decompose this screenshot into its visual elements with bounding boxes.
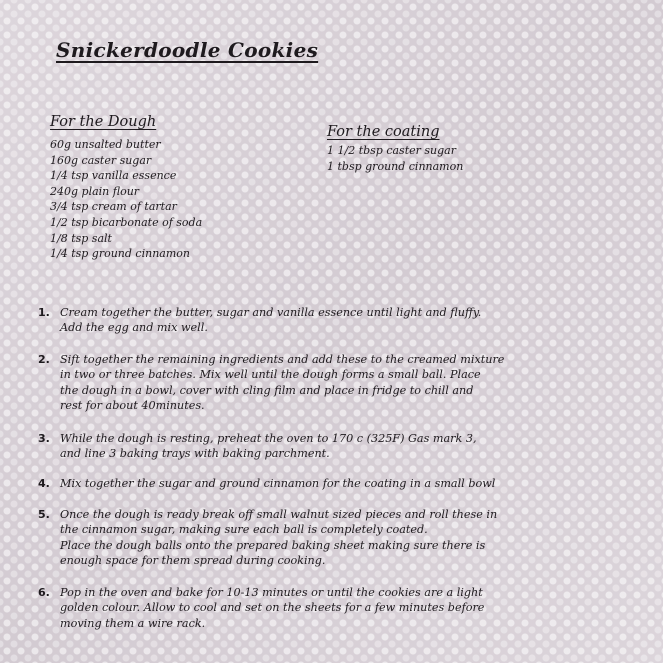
recipe-title: Snickerdoodle Cookies xyxy=(56,38,319,62)
method-step xyxy=(38,585,628,631)
step-text: While the dough is resting, preheat the oven to 170 c (325F) Gas mark 3, and line 3 baking trays with baking parchment. xyxy=(60,432,477,461)
method-step xyxy=(38,305,628,336)
ingredient-item: 1/4 tsp ground cinnamon xyxy=(50,247,190,261)
dough-ingredient-list xyxy=(50,137,202,262)
ingredient-item: 1 1/2 tbsp caster sugar xyxy=(327,144,456,157)
method-step xyxy=(38,476,628,491)
step-number: 4. xyxy=(38,477,50,490)
ingredient-item: 1/8 tsp salt xyxy=(50,231,112,245)
step-number: 6. xyxy=(38,586,50,599)
method-step xyxy=(38,507,628,569)
step-text: Once the dough is ready break off small walnut sized pieces and roll these in the cinnamon sugar, making sure each ball is completely coated. Place the dough balls onto the prepared baking sheet making sure there is enough space for them spread during cooking. xyxy=(60,508,498,568)
ingredient-item: 1/4 tsp vanilla essence xyxy=(50,169,177,183)
coating-heading: For the coating xyxy=(327,124,440,140)
step-number: 5. xyxy=(38,508,50,521)
coating-ingredient-list xyxy=(327,143,463,174)
step-text: Cream together the butter, sugar and vanilla essence until light and fluffy. Add the egg and mix well. xyxy=(60,306,482,335)
method-step xyxy=(38,431,628,462)
step-number: 2. xyxy=(38,353,50,366)
ingredient-item: 1 tbsp ground cinnamon xyxy=(327,159,464,173)
dough-heading: For the Dough xyxy=(50,114,157,130)
step-number: 1. xyxy=(38,306,50,319)
ingredient-item: 160g caster sugar xyxy=(50,153,152,167)
step-text: Sift together the remaining ingredients and add these to the creamed mixture in two or three batches. Mix well until the dough forms a small ball. Place the dough in a bowl, cover with cling film and place in fridge to chill and rest for about 40minutes. xyxy=(60,353,505,413)
ingredient-item: 1/2 tsp bicarbonate of soda xyxy=(50,215,203,229)
ingredient-item: 240g plain flour xyxy=(50,184,140,198)
step-number: 3. xyxy=(38,432,50,445)
ingredient-item: 3/4 tsp cream of tartar xyxy=(50,200,177,214)
method-step xyxy=(38,352,628,414)
ingredient-item: 60g unsalted butter xyxy=(50,138,161,151)
step-text: Pop in the oven and bake for 10-13 minutes or until the cookies are a light golden colour. Allow to cool and set on the sheets for a few minutes before moving them a wire rack. xyxy=(60,586,485,630)
step-text: Mix together the sugar and ground cinnamon for the coating in a small bowl xyxy=(60,477,496,490)
